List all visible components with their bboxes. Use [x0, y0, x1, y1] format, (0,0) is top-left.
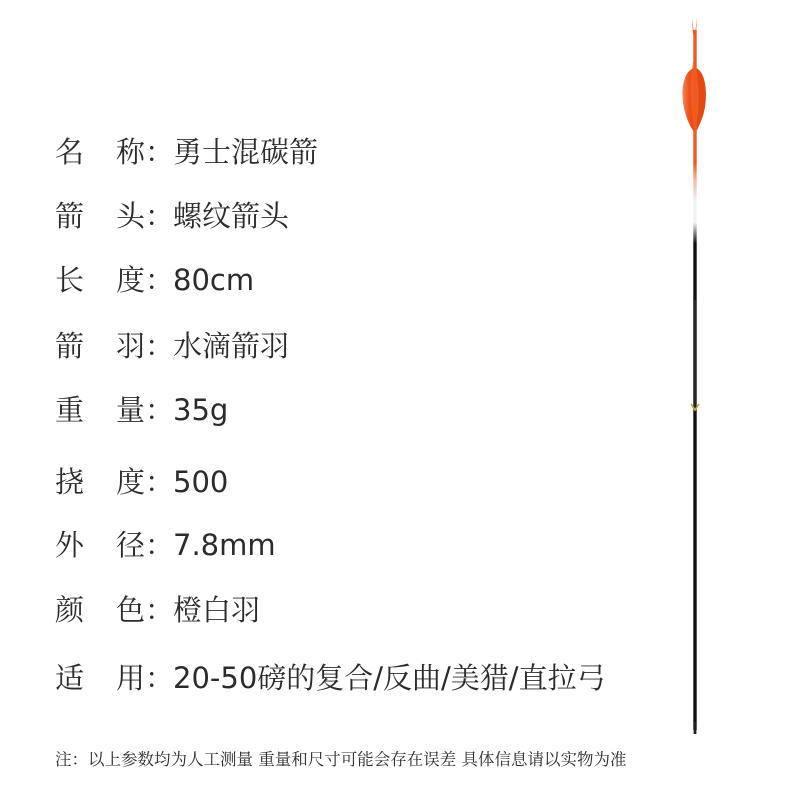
- spec-key-char: 羽: [115, 329, 145, 363]
- spec-value: 35g: [173, 393, 229, 427]
- spec-value: 80cm: [173, 263, 255, 297]
- spec-key: [55, 326, 145, 366]
- spec-value: 20-50磅的复合/反曲/美猎/直拉弓: [173, 661, 606, 695]
- spec-colon: ：: [145, 528, 175, 562]
- spec-key: [55, 525, 145, 565]
- spec-row-length: [55, 260, 254, 300]
- spec-colon: ：: [145, 465, 175, 499]
- arrow-product-image: [660, 0, 740, 800]
- spec-key: [55, 462, 145, 502]
- spec-key-char: 色: [115, 593, 145, 627]
- spec-colon: ：: [145, 199, 175, 233]
- spec-key-char: 径: [115, 528, 145, 562]
- spec-key-char: 头: [115, 199, 145, 233]
- spec-value: 螺纹箭头: [173, 199, 290, 233]
- spec-key: [55, 132, 145, 172]
- spec-row-name: [55, 132, 318, 172]
- arrow-product-icon: [660, 0, 740, 800]
- spec-colon: ：: [145, 329, 175, 363]
- spec-colon: ：: [145, 135, 175, 169]
- spec-value: 水滴箭羽: [173, 329, 290, 363]
- spec-key: [55, 196, 145, 236]
- spec-colon: ：: [145, 661, 175, 695]
- spec-colon: ：: [145, 263, 175, 297]
- spec-key: [55, 658, 145, 698]
- spec-key-char: 适: [55, 661, 85, 695]
- spec-key-char: 外: [55, 528, 85, 562]
- spec-colon: ：: [145, 393, 175, 427]
- spec-value: 7.8mm: [173, 528, 276, 562]
- spec-row-arrowhead: [55, 196, 289, 236]
- spec-value: 橙白羽: [173, 593, 261, 627]
- spec-key-char: 箭: [55, 199, 85, 233]
- spec-key-char: 量: [115, 393, 145, 427]
- spec-key: [55, 590, 145, 630]
- spec-key-char: 挠: [55, 465, 85, 499]
- spec-key-char: 度: [115, 465, 145, 499]
- spec-row-fletching: [55, 326, 289, 366]
- spec-key-char: 度: [115, 263, 145, 297]
- spec-value: 500: [173, 465, 229, 499]
- shaft-print: [694, 300, 696, 410]
- spec-key-char: 箭: [55, 329, 85, 363]
- spec-row-application: [55, 658, 606, 698]
- spec-row-spine: [55, 462, 228, 502]
- spec-value: 勇士混碳箭: [173, 135, 319, 169]
- spec-key-char: 颜: [55, 593, 85, 627]
- spec-key-char: 长: [55, 263, 85, 297]
- spec-key-char: 名: [55, 135, 85, 169]
- spec-row-diameter: [55, 525, 276, 565]
- spec-key: [55, 260, 145, 300]
- spec-row-color: [55, 590, 260, 630]
- arrow-point: [694, 722, 697, 734]
- spec-row-weight: [55, 390, 228, 430]
- spec-key-char: 重: [55, 393, 85, 427]
- disclaimer-footnote: 注：以上参数均为人工测量 重量和尺寸可能会存在误差 具体信息请以实物为准: [55, 750, 627, 769]
- spec-key-char: 用: [115, 661, 145, 695]
- spec-list: [55, 0, 675, 720]
- spec-key-char: 称: [115, 135, 145, 169]
- spec-colon: ：: [145, 593, 175, 627]
- spec-key: [55, 390, 145, 430]
